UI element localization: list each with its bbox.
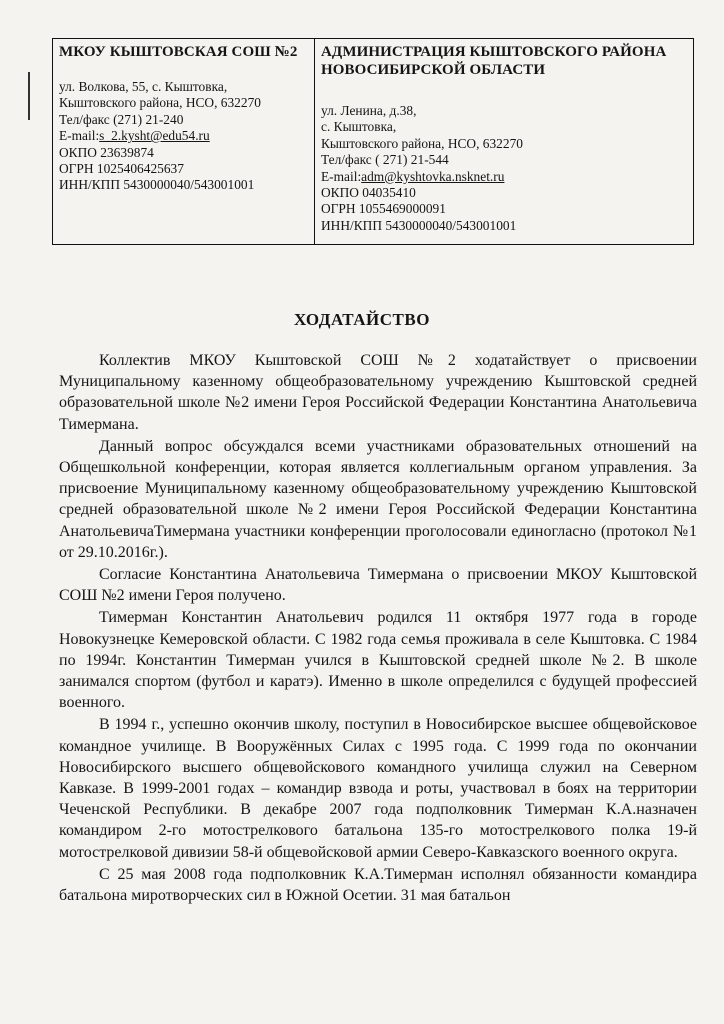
admin-address-line3: Кыштовского района, НСО, 632270 [321, 135, 523, 151]
paragraph: С 25 мая 2008 года подполковник К.А.Тимерман исполнял обязанности командира батальона миротворческих сил в Южной Осетии. 31 мая батальон [59, 865, 697, 905]
paragraph: В 1994 г., успешно окончив школу, поступил в Новосибирское высшее общевойсковое командное училище. В Вооружённых Силах с 1995 года. С 1999 года по окончании Новосибирского высшего общевойскового командного училища служил на Северном Кавказе. В 1999-2001 годах – командир взвода и роты, участвовал в боях на территории Чеченской Республики. В декабре 2007 года подполковник Тимерман К.А.назначен командиром 2-го мотострелкового батальона 135-го мотострелкового полка 19-й мотострелковой дивизии 58-й общевойсковой армии Северо-Кавказского военного округа. [59, 716, 697, 861]
school-email-link[interactable]: s_2.kysht@edu54.ru [99, 128, 210, 144]
paragraph: Данный вопрос обсуждался всеми участниками образовательных отношений на Общешкольной конференции, которая является коллегиальным органом управления. За присвоение Муниципальному казенному общеобразовательному учреждению Кыштовской средней образовательной школе №2 имени Героя Российской Федерации Константина АнатольевичаТимермана участники конференции проголосовали единогласно (протокол №1 от 29.10.2016г.). [59, 437, 697, 561]
school-requisites [53, 39, 315, 244]
paragraph: Тимерман Константин Анатольевич родился 11 октября 1977 года в городе Новокузнецке Кемеровской области. С 1982 года семья проживала в селе Кыштовка. С 1984 по 1994г. Константин Тимерман учился в Кыштовской средней школе №2. В школе занимался спортом (футбол и каратэ). Именно в школе определился с будущей профессией военного. [59, 609, 697, 712]
school-name: МКОУ КЫШТОВСКАЯ СОШ №2 [59, 44, 298, 60]
margin-pen-mark [28, 72, 34, 120]
school-phone: Тел/факс (271) 21-240 [59, 111, 184, 127]
school-email-line [59, 128, 308, 144]
admin-okpo: ОКПО 04035410 [321, 185, 416, 201]
school-ogrn: ОГРН 1025406425637 [59, 161, 184, 177]
school-email-label: E-mail: [59, 128, 100, 144]
letterhead-table [52, 38, 694, 245]
school-inn: ИНН/КПП 5430000040/543001001 [59, 177, 255, 193]
school-address-line2: Кыштовского района, НСО, 632270 [59, 95, 261, 111]
school-okpo: ОКПО 23639874 [59, 144, 154, 160]
paragraph: Согласие Константина Анатольевича Тимермана о присвоении МКОУ Кыштовской СОШ №2 имени Героя получено. [59, 566, 697, 605]
admin-ogrn: ОГРН 1055469000091 [321, 201, 446, 217]
admin-requisites [315, 39, 693, 244]
document-body [59, 350, 697, 907]
paragraph: Коллектив МКОУ Кыштовской СОШ №2 ходатайствует о присвоении Муниципальному казенному общеобразовательному учреждению Кыштовской средней образовательной школе №2 имени Героя Российской Федерации Константина Анатольевича Тимермана. [59, 352, 697, 433]
admin-phone: Тел/факс ( 271) 21-544 [321, 152, 449, 168]
school-address-line1: ул. Волкова, 55, с. Кыштовка, [59, 79, 228, 94]
admin-address-line2: с. Кыштовка, [321, 119, 397, 135]
admin-email-label: E-mail: [321, 168, 362, 184]
admin-address-line1: ул. Ленина, д.38, [321, 103, 417, 118]
admin-name-line2: НОВОСИБИРСКОЙ ОБЛАСТИ [321, 62, 546, 78]
admin-inn: ИНН/КПП 5430000040/543001001 [321, 217, 517, 233]
admin-email-line [321, 169, 687, 185]
document-title: ХОДАТАЙСТВО [294, 310, 430, 329]
admin-name-line1: АДМИНИСТРАЦИЯ КЫШТОВСКОГО РАЙОНА [321, 44, 667, 60]
admin-email-link[interactable]: adm@kyshtovka.nsknet.ru [361, 168, 505, 184]
